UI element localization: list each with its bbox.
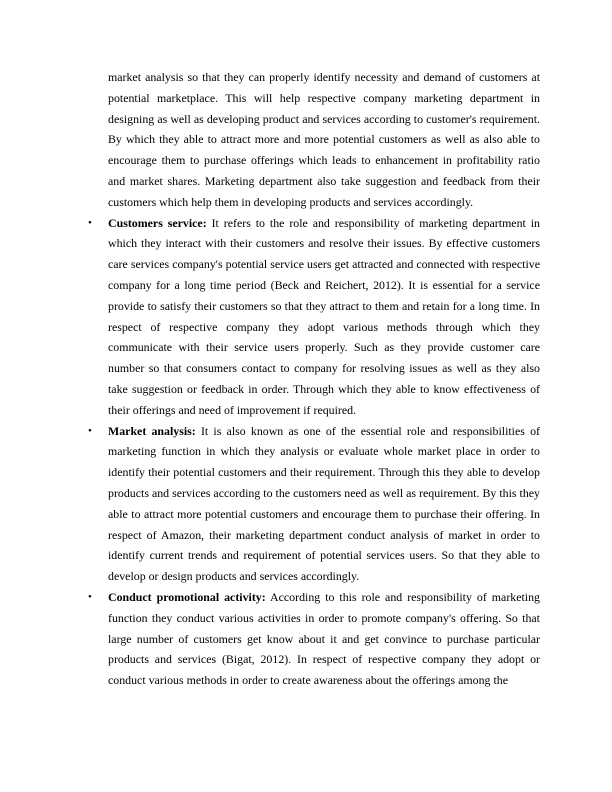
- bullet-item-market-analysis: [88, 421, 540, 587]
- bullet-item-customers-service: [88, 213, 540, 421]
- intro-paragraph: market analysis so that they can properly identify necessity and demand of customers at potential marketplace. This will help respective company marketing department in designing as well as developing product and services according to customer's requirement. By which they able to attract more and more potential customers as well as also able to encourage them to purchase offerings which leads to enhancement in profitability ratio and market shares. Marketing department also take suggestion and feedback from their customers which help them in developing products and services accordingly.: [108, 70, 540, 209]
- bullet-text: It refers to the role and responsibility of marketing department in which they interact with their customers and resolve their issues. By effective customers care services company's potential service users get attracted and connected with respective company for a long time period (Beck and Reichert, 2012). It is essential for a service provide to satisfy their customers so that they attract to them and retain for a long time. In respect of respective company they adopt various methods through which they communicate with their service users properly. Such as they provide customer care number so that consumers contact to company for resolving issues as well as they also take suggestion or feedback in order. Through which they able to know effectiveness of their offerings and need of improvement if required.: [108, 215, 540, 417]
- bullet-text: According to this role and responsibility of marketing function they conduct various activities in order to promote company's offering. So that large number of customers get know about it and get convince to purchase particular products and services (Bigat, 2012). In respect of respective company they adopt or conduct various methods in order to create awareness about the offerings among the: [108, 589, 540, 688]
- bullet-text: It is also known as one of the essential role and responsibilities of marketing function in which they analysis or evaluate whole market place in order to identify their potential customers and their requirement. Through this they able to develop products and services according to the customers need as well as requirement. By this they able to attract more potential customers and encourage them to purchase their offering. In respect of Amazon, their marketing department conduct analysis of market in order to identify current trends and requirement of potential services users. So that they able to develop or design products and services accordingly.: [108, 423, 540, 584]
- bullet-paragraph: [108, 213, 540, 421]
- document-body: [88, 67, 540, 691]
- bullet-paragraph: [108, 587, 540, 691]
- bullet-heading: Customers service:: [108, 215, 207, 230]
- bullet-heading: Conduct promotional activity:: [108, 589, 266, 604]
- bullet-icon: •: [88, 216, 92, 229]
- bullet-paragraph: [108, 421, 540, 587]
- bullet-heading: Market analysis:: [108, 423, 196, 438]
- bullet-icon: •: [88, 590, 92, 603]
- bullet-item-promotional-activity: [88, 587, 540, 691]
- bullet-icon: •: [88, 424, 92, 437]
